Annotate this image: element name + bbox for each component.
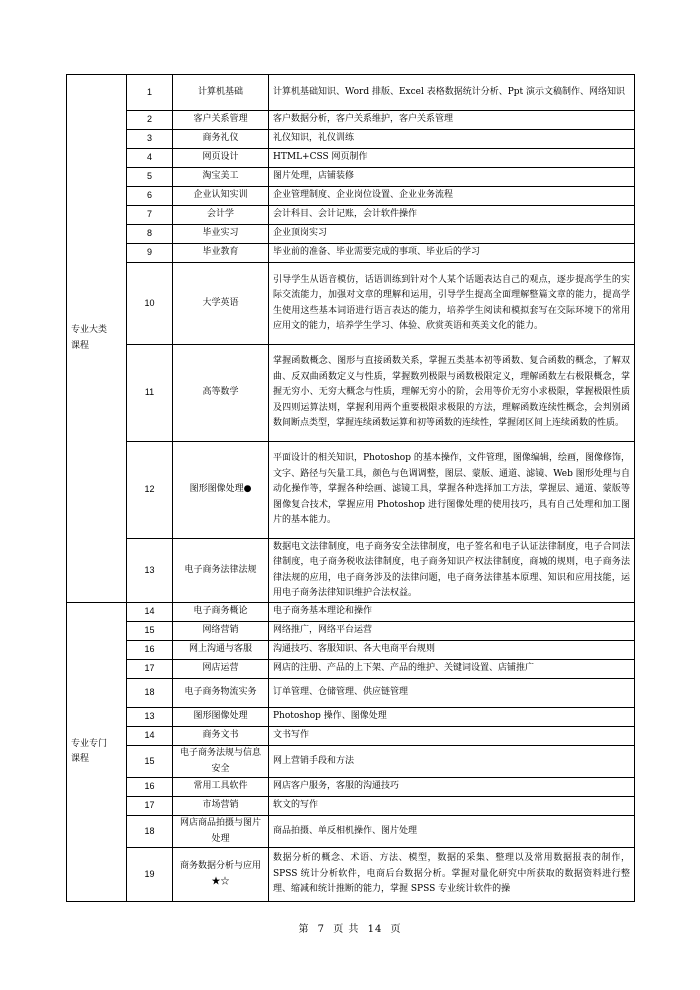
table-row [67,622,635,641]
course-number-cell: 13 [127,708,173,727]
course-description-cell: 数据分析的概念、术语、方法、模型，数据的采集、整理以及常用数据报表的制作，SPSS 统计分析软件，电商后台数据分析。掌握对量化研究中所获取的数据资料进行整理、缩减和统计推断的能力，掌握 SPSS 专业统计软件的操 [269,848,635,902]
table-row [67,778,635,797]
course-description-cell: 网店的注册、产品的上下架、产品的维护、关键词设置、店铺推广 [269,660,635,679]
table-row [67,660,635,679]
table-row [67,641,635,660]
course-number-cell: 16 [127,641,173,660]
course-name-cell: 图形图像处理● [173,442,269,539]
footer-mid: 页 共 [333,924,360,935]
course-number-cell: 10 [127,263,173,345]
table-row [67,816,635,848]
footer-suffix: 页 [390,924,402,935]
course-table-body [67,75,635,902]
course-description-cell: 计算机基础知识、Word 排版、Excel 表格数据统计分析、Ppt 演示文稿制作、网络知识 [269,75,635,111]
course-description-cell: 引导学生从语音模仿，话语训练到针对个人某个话题表达自己的观点，逐步提高学生的实际交流能力，加强对文章的理解和运用，引导学生提高全面理解整篇文章的能力，提高学生使用这些基本词语进行语言表达的能力，培养学生阅读和模拟套写在交际环境下的常用应用文的能力，培养学生学习、体验、欣赏英语和英美文化的能力。 [269,263,635,345]
table-row [67,206,635,225]
course-table [66,74,635,902]
current-page-number: 7 [317,924,326,935]
course-name-cell: 电子商务法律法规 [173,539,269,603]
course-name-cell: 网店商品拍摄与图片处理 [173,816,269,848]
total-pages: 14 [367,924,383,935]
course-number-cell: 2 [127,111,173,130]
course-name-cell: 客户关系管理 [173,111,269,130]
course-number-cell: 5 [127,168,173,187]
table-row [67,539,635,603]
table-row [67,263,635,345]
footer-prefix: 第 [298,924,310,935]
table-row [67,708,635,727]
course-number-cell: 17 [127,797,173,816]
course-name-cell: 计算机基础 [173,75,269,111]
table-row [67,75,635,111]
course-name-cell: 常用工具软件 [173,778,269,797]
course-number-cell: 13 [127,539,173,603]
course-number-cell: 19 [127,848,173,902]
course-description-cell: 网上营销手段和方法 [269,746,635,778]
course-number-cell: 7 [127,206,173,225]
course-description-cell: 毕业前的准备、毕业需要完成的事项、毕业后的学习 [269,244,635,263]
course-name-cell: 网络营销 [173,622,269,641]
course-number-cell: 4 [127,149,173,168]
course-number-cell: 12 [127,442,173,539]
course-number-cell: 14 [127,727,173,746]
course-name-cell: 毕业实习 [173,225,269,244]
table-row [67,603,635,622]
category-cell: 专业专门 课程 [67,603,127,902]
course-name-cell: 网页设计 [173,149,269,168]
course-description-cell: 掌握函数概念、图形与直接函数关系，掌握五类基本初等函数、复合函数的概念，了解双曲、反双曲函数定义与性质，掌握数列极限与函数极限定义，理解函数左右极限概念，掌握无穷小、无穷大概念与性质，理解无穷小的阶，会用等价无穷小求极限，掌握极限性质及四则运算法则，掌握利用两个重要极限求极限的方法，理解函数连续性概念，会判别函数间断点类型，掌握连续函数运算和初等函数的连续性，掌握闭区间上连续函数的性质。 [269,345,635,442]
table-row [67,797,635,816]
course-name-cell: 商务礼仪 [173,130,269,149]
course-number-cell: 8 [127,225,173,244]
course-description-cell: 文书写作 [269,727,635,746]
course-description-cell: 网络推广，网络平台运营 [269,622,635,641]
page-footer [0,920,700,935]
course-number-cell: 11 [127,345,173,442]
table-row [67,848,635,902]
table-row [67,149,635,168]
course-table-container [66,74,634,902]
course-description-cell: 电子商务基本理论和操作 [269,603,635,622]
course-number-cell: 1 [127,75,173,111]
course-description-cell: HTML+CSS 网页制作 [269,149,635,168]
course-description-cell: 沟通技巧、客服知识、各大电商平台规则 [269,641,635,660]
category-cell: 专业大类 课程 [67,75,127,603]
course-description-cell: 订单管理、仓储管理、供应链管理 [269,679,635,708]
course-name-cell: 大学英语 [173,263,269,345]
course-description-cell: 客户数据分析，客户关系维护，客户关系管理 [269,111,635,130]
course-name-cell: 图形图像处理 [173,708,269,727]
course-number-cell: 18 [127,679,173,708]
course-name-cell: 商务文书 [173,727,269,746]
course-name-cell: 淘宝美工 [173,168,269,187]
course-name-cell: 电子商务法规与信息安全 [173,746,269,778]
course-name-cell: 会计学 [173,206,269,225]
table-row [67,225,635,244]
course-description-cell: 数据电文法律制度，电子商务安全法律制度，电子签名和电子认证法律制度，电子合同法律制度，电子商务税收法律制度，电子商务知识产权法律制度，商城的规则，电子商务法律法规的应用，电子商务涉及的法律问题，电子商务法律基本原理、知识和应用技能，运用电子商务法律知识维护合法权益。 [269,539,635,603]
course-description-cell: 商品拍摄、单反相机操作、图片处理 [269,816,635,848]
course-name-cell: 毕业教育 [173,244,269,263]
course-description-cell: 礼仪知识，礼仪训练 [269,130,635,149]
table-row [67,345,635,442]
course-name-cell: 网店运营 [173,660,269,679]
course-name-cell: 电子商务物流实务 [173,679,269,708]
course-name-cell: 电子商务概论 [173,603,269,622]
course-number-cell: 17 [127,660,173,679]
course-description-cell: 软文的写作 [269,797,635,816]
course-description-cell: 网店客户服务，客服的沟通技巧 [269,778,635,797]
course-description-cell: Photoshop 操作、图像处理 [269,708,635,727]
course-number-cell: 9 [127,244,173,263]
table-row [67,168,635,187]
course-description-cell: 会计科目、会计记账，会计软件操作 [269,206,635,225]
course-description-cell: 图片处理，店铺装修 [269,168,635,187]
course-number-cell: 16 [127,778,173,797]
course-number-cell: 18 [127,816,173,848]
course-description-cell: 企业管理制度、企业岗位设置、企业业务流程 [269,187,635,206]
table-row [67,442,635,539]
table-row [67,244,635,263]
course-name-cell: 企业认知实训 [173,187,269,206]
course-name-cell: 商务数据分析与应用★☆ [173,848,269,902]
course-name-cell: 市场营销 [173,797,269,816]
course-name-cell: 高等数学 [173,345,269,442]
course-number-cell: 15 [127,622,173,641]
table-row [67,130,635,149]
table-row [67,187,635,206]
course-number-cell: 14 [127,603,173,622]
course-description-cell: 企业顶岗实习 [269,225,635,244]
table-row [67,111,635,130]
table-row [67,727,635,746]
course-number-cell: 3 [127,130,173,149]
table-row [67,746,635,778]
course-name-cell: 网上沟通与客服 [173,641,269,660]
course-number-cell: 6 [127,187,173,206]
table-row [67,679,635,708]
course-number-cell: 15 [127,746,173,778]
course-description-cell: 平面设计的相关知识，Photoshop 的基本操作，文件管理，图像编辑，绘画，图像修饰，文字、路径与矢量工具，颜色与色调调整，图层、蒙版、通道、滤镜、Web 图形处理与自动化操作等，掌握各种绘画、滤镜工具，掌握各种选择加工方法，掌握层、通道、蒙版等图像复合技术，掌握应用 Photoshop 进行图像处理的使用技巧，具有自己处理和加工图片的基本能力。 [269,442,635,539]
